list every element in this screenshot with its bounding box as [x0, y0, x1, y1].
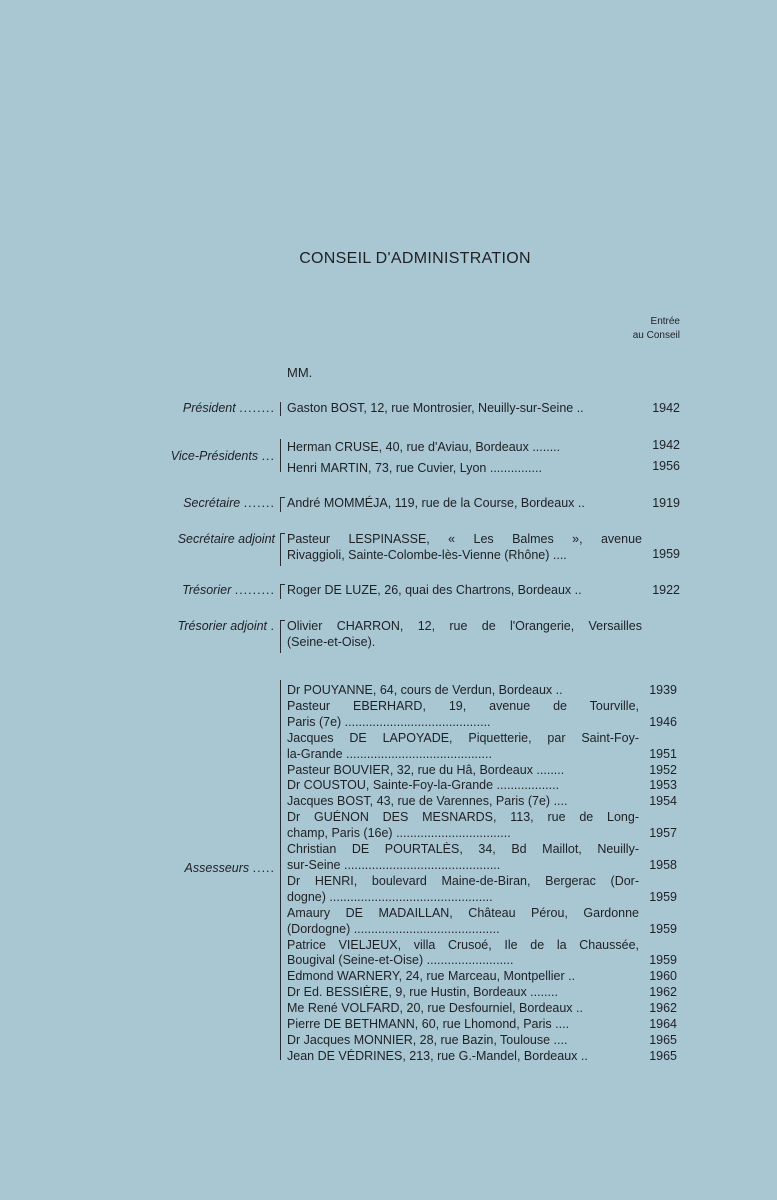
entry-line: Pasteur EBERHARD, 19, avenue de Tourville, — [287, 698, 639, 713]
entry-line: Edmond WARNERY, 24, rue Marceau, Montpellier .. — [287, 969, 576, 984]
entry-line: Dr POUYANNE, 64, cours de Verdun, Bordeaux .. — [287, 683, 563, 697]
officer-entry: André MOMMÉJA, 119, rue de la Course, Bordeaux .. — [287, 496, 585, 510]
entry-year: 1962 — [649, 985, 677, 1000]
list-item — [287, 1001, 687, 1017]
officer-entry: Herman CRUSE, 40, rue d'Aviau, Bordeaux ........ Henri MARTIN, 73, rue Cuvier, Lyon ............... — [287, 440, 561, 475]
entry-year: 1957 — [649, 826, 677, 841]
entry-line: Jacques DE LAPOYADE, Piquetterie, par Saint-Foy- — [287, 730, 639, 745]
entry-line: Paris (7e) .......................................... — [287, 714, 491, 729]
list-item — [287, 810, 687, 842]
entry-line: Bougival (Seine-et-Oise) ......................... — [287, 953, 514, 968]
list-item — [287, 938, 687, 970]
entry-line: (Dordogne) .......................................... — [287, 921, 500, 936]
list-item — [287, 731, 687, 763]
list-item — [287, 1017, 687, 1033]
list-item — [287, 763, 687, 779]
list-item — [287, 1049, 687, 1065]
entry-line: sur-Seine ............................................. — [287, 857, 501, 872]
entry-year: 1953 — [649, 778, 677, 793]
role-label-assesseurs: Assesseurs ..... — [184, 861, 275, 875]
bracket — [280, 584, 285, 599]
entry-year: 1956 — [652, 459, 680, 473]
list-item — [287, 683, 687, 699]
entry-year: 1960 — [649, 969, 677, 984]
bracket — [280, 497, 285, 512]
role-label: Président ........ — [182, 401, 275, 415]
entry-line: la-Grande .......................................... — [287, 746, 492, 761]
entry-year: 1942 — [652, 401, 680, 415]
entry-line: Dr Ed. BESSIÈRE, 9, rue Hustin, Bordeaux ........ — [287, 985, 558, 1000]
entry-year: 1959 — [649, 921, 677, 936]
entry-line: Pierre DE BETHMANN, 60, rue Lhomond, Paris .... — [287, 1017, 570, 1032]
mm-label: MM. — [287, 365, 313, 380]
entry-year: 1965 — [649, 1032, 677, 1047]
entree-header-line-2: au Conseil — [632, 330, 680, 341]
list-item — [287, 699, 687, 731]
entry-year: 1942 — [652, 438, 680, 452]
entry-year: 1954 — [649, 794, 677, 809]
bracket — [280, 402, 285, 416]
entry-year: 1964 — [649, 1017, 677, 1032]
list-item — [287, 969, 687, 985]
entry-year: 1952 — [649, 762, 677, 777]
entry-line: Amaury DE MADAILLAN, Château Pérou, Gardonne — [287, 905, 639, 920]
entry-line: Dr Jacques MONNIER, 28, rue Bazin, Toulouse .... — [287, 1032, 568, 1047]
entry-year: 1939 — [649, 683, 677, 697]
entry-year: 1959 — [652, 547, 680, 561]
entry-line: Dr GUÉNON DES MESNARDS, 113, rue de Long- — [287, 810, 639, 825]
entry-year: 1958 — [649, 857, 677, 872]
list-item — [287, 874, 687, 906]
page-title: CONSEIL D'ADMINISTRATION — [299, 250, 531, 267]
officer-entry: Roger DE LUZE, 26, quai des Chartrons, Bordeaux .. — [287, 583, 582, 597]
entry-year: 1959 — [649, 889, 677, 904]
list-item — [287, 1033, 687, 1049]
entry-line: Dr COUSTOU, Sainte-Foy-la-Grande .................. — [287, 778, 560, 793]
officer-entry: Gaston BOST, 12, rue Montrosier, Neuilly-sur-Seine .. — [287, 401, 584, 415]
entree-header-line-1: Entrée — [650, 316, 680, 327]
list-item — [287, 842, 687, 874]
role-label: Trésorier ......... — [182, 583, 275, 597]
list-item — [287, 985, 687, 1001]
officer-entry: Pasteur LESPINASSE, « Les Balmes », avenue Rivaggioli, Sainte-Colombe-lès-Vienne (Rhône) .... — [287, 532, 642, 562]
entry-line: champ, Paris (16e) ................................. — [287, 826, 511, 841]
entry-year: 1959 — [649, 953, 677, 968]
entry-line: Patrice VIELJEUX, villa Crusoé, Ile de la Chaussée, — [287, 937, 639, 952]
list-item — [287, 794, 687, 810]
entry-line: Me René VOLFARD, 20, rue Desfourniel, Bordeaux .. — [287, 1001, 583, 1016]
list-item — [287, 778, 687, 794]
entry-year: 1946 — [649, 714, 677, 729]
officer-entry: Olivier CHARRON, 12, rue de l'Orangerie, Versailles (Seine-et-Oise). — [287, 619, 642, 649]
bracket — [280, 620, 285, 653]
entry-line: Jean DE VÉDRINES, 213, rue G.-Mandel, Bordeaux .. — [287, 1048, 588, 1063]
entry-year: 1962 — [649, 1001, 677, 1016]
role-label: Trésorier adjoint . — [177, 619, 275, 633]
role-label: Secrétaire ....... — [183, 496, 275, 510]
assesseurs-list — [287, 683, 687, 1065]
role-label: Vice-Présidents ... — [170, 449, 275, 463]
role-label: Secrétaire adjoint — [177, 532, 275, 546]
entry-year: 1965 — [649, 1048, 677, 1063]
entry-line: Jacques BOST, 43, rue de Varennes, Paris (7e) .... — [287, 794, 568, 809]
entry-line: Dr HENRI, boulevard Maine-de-Biran, Bergerac (Dor- — [287, 873, 639, 888]
bracket — [280, 533, 285, 566]
entry-year: 1922 — [652, 583, 680, 597]
entree-header — [560, 315, 680, 343]
entry-line: dogne) ............................................... — [287, 889, 493, 904]
bracket — [280, 439, 285, 472]
entry-year: 1951 — [649, 746, 677, 761]
entry-line: Christian DE POURTALÈS, 34, Bd Maillot, Neuilly- — [287, 842, 639, 857]
list-item — [287, 906, 687, 938]
assesseurs-bracket — [280, 680, 285, 1060]
entry-year: 1919 — [652, 496, 680, 510]
entry-line: Pasteur BOUVIER, 32, rue du Hâ, Bordeaux ........ — [287, 762, 565, 777]
